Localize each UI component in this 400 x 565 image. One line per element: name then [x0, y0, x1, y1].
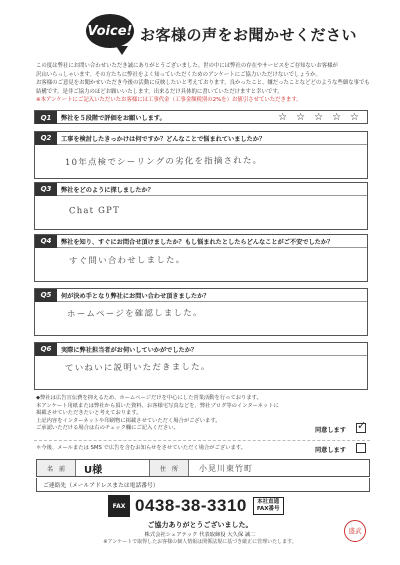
- question-header: [35, 289, 367, 302]
- publish-agree-label: 同意します: [315, 427, 346, 434]
- question-text: 工事を検討したきっかけは何ですか？どんなことで悩まれていましたか？: [61, 135, 266, 143]
- contact-label: ご連絡先（メールアドレスまたは電話番号）: [43, 483, 159, 489]
- divider: [34, 440, 370, 441]
- ad-agree-checkbox[interactable]: [356, 443, 366, 453]
- header: [80, 4, 358, 64]
- star-icon[interactable]: ☆: [350, 111, 359, 123]
- question-number: Q3: [35, 183, 57, 196]
- question-text: 実際に弊社担当者がお伺いしていかがでしたか？: [61, 346, 198, 354]
- consent-line: 本アンケート用紙または弊社から頂いた資料、お客様宅写真などを、弊社ブログ等のインターネットに: [36, 402, 279, 409]
- contact-field[interactable]: [36, 478, 370, 492]
- publish-consent-text: [36, 395, 326, 433]
- answer-text[interactable]: ホームページを確認しました。: [66, 308, 203, 320]
- fax-number: 0438-38-3310: [135, 496, 247, 515]
- question-text: 弊社をどのように探しましたか？: [61, 186, 154, 194]
- answer-text[interactable]: Chat GPT: [68, 205, 121, 217]
- customer-info-row: [36, 459, 370, 477]
- ad-agree-label: 同意します: [315, 447, 346, 454]
- question-text: 何が決め手となり弊社にお問い合わせ頂きましたか？: [61, 292, 210, 300]
- question-text: 弊社を５段階で評価をお願いします。: [61, 115, 166, 122]
- question-number: Q2: [35, 132, 57, 145]
- answer-text[interactable]: すぐ問い合わせしました。: [68, 255, 186, 267]
- voice-badge: Voice!: [86, 14, 134, 48]
- star-icon[interactable]: ☆: [278, 111, 288, 123]
- question-header: [35, 132, 367, 145]
- publish-agree-checkbox[interactable]: [356, 423, 366, 433]
- star-icon[interactable]: ☆: [332, 111, 342, 123]
- name-field[interactable]: U様: [76, 460, 150, 476]
- consent-line: 掲載させていただきたいと考えております。: [36, 410, 142, 417]
- name-label: 名 前: [37, 460, 76, 476]
- question-text: 弊社を知り、すぐにお問合せ頂けましたか？もし悩まれたとしたらどんなことがご不安でしたか？: [61, 238, 334, 246]
- star-icon[interactable]: ☆: [296, 111, 306, 123]
- fax-row: [108, 494, 284, 518]
- question-1: [34, 110, 368, 124]
- rating-stars[interactable]: [278, 111, 359, 124]
- question-header: [35, 235, 367, 248]
- intro-text: [36, 62, 370, 105]
- seal-stamp: 盛武: [344, 520, 366, 542]
- fax-tag: [253, 497, 284, 515]
- ad-consent-text: ＊今後、メールまたは SMS で広告を含むお知らせをさせていただく場合がございます。: [36, 445, 246, 451]
- question-header: [35, 111, 367, 124]
- question-5: [34, 288, 368, 336]
- question-3: [34, 182, 368, 230]
- address-field[interactable]: 小見川東竹町: [199, 463, 254, 473]
- intro-line: 沢山いらっしゃいます。その方たちに弊社をよく知っていただくためのアンケートにご協力いただけないでしょうか。: [36, 71, 321, 78]
- star-icon[interactable]: ☆: [314, 111, 324, 123]
- question-number: Q6: [35, 343, 57, 356]
- fax-tag-line: 本社直通: [257, 499, 280, 505]
- question-4: [34, 234, 368, 282]
- question-number: Q4: [35, 235, 57, 248]
- question-number: Q1: [35, 111, 57, 124]
- question-header: [35, 343, 367, 356]
- consent-line: ◆弊社は広告宣伝費を抑えるため、ホームページだけを中心にした営業活動を行っております。: [36, 395, 262, 401]
- question-header: [35, 183, 367, 196]
- consent-line: 上記内容をインターネットや印刷物に掲載させていただく場合がございます。: [36, 417, 221, 424]
- intro-line: この度は弊社にお問い合わせいただき誠にありがとうございました。世の中には弊社の存在やサービスをご存知ないお客様が: [36, 63, 338, 69]
- privacy-note: ※アンケートで取得したお客様の個人情報は関係法規に基づき厳正に管理いたします。: [103, 539, 297, 545]
- question-number: Q5: [35, 289, 57, 302]
- thanks-message: ご協力ありがとうございました。: [147, 521, 253, 529]
- intro-line: お客様のご意見をお聞かせいただき今後の活動に反映したいと考えております。良かったこと、嫌だったことなどどのような些細な事でも: [36, 80, 370, 87]
- company-name: 株式会社シェアテック 代表取締役 大久保 誠二: [144, 532, 256, 538]
- fax-icon: FAX: [108, 495, 130, 517]
- question-6: [34, 342, 368, 390]
- question-2: [34, 131, 368, 179]
- address-label: 住 所: [150, 460, 189, 476]
- intro-line: 結構です。是非ご協力のほどお願いいたします。出来るだけ具体的に書いていただけますと幸いです。: [36, 88, 283, 95]
- fax-tag-line: FAX番号: [256, 506, 280, 512]
- page-title: お客様の声をお聞かせください: [140, 26, 358, 44]
- answer-text[interactable]: ていねいに説明いただきました。: [64, 362, 211, 374]
- answer-text[interactable]: 10年点検でシーリングの劣化を指摘された。: [64, 155, 263, 169]
- consent-line: ご承認いただける場合は右のチェック欄にご記入ください。: [36, 425, 179, 432]
- discount-notice: ※本アンケートにご記入いただいたお客様には工事代金（工事金額税別の2%を）お値引させていただきます。: [36, 97, 302, 104]
